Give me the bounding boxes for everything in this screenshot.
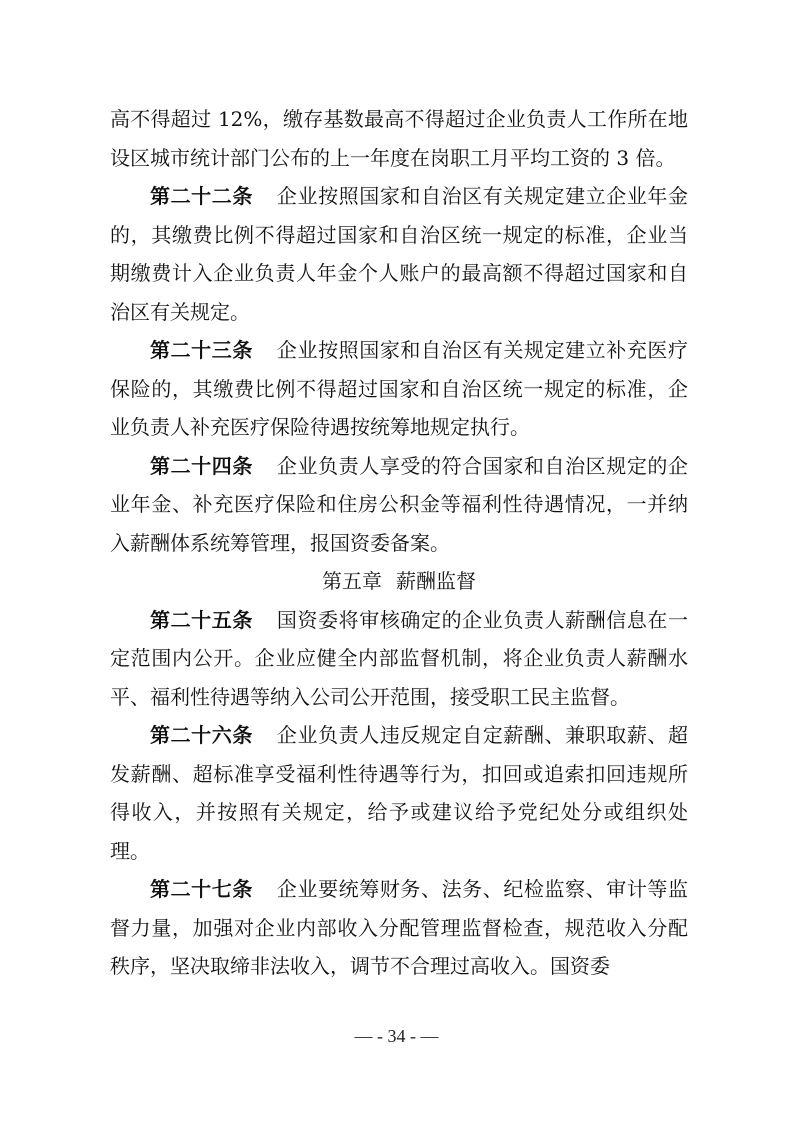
article-text: 企业负责人违反规定自定薪酬、兼职取薪、超发薪酬、超标准享受福利性待遇等行为，扣回或追索扣回违规所得收入，并按照有关规定，给予或建议给予党纪处分或组织处理。 [110, 723, 689, 863]
article-label: 第二十七条 [150, 877, 253, 901]
document-body [110, 100, 688, 986]
chapter-heading [110, 562, 688, 601]
article-label: 第二十二条 [150, 184, 253, 208]
article-label: 第二十三条 [150, 338, 253, 362]
article-text: 企业按照国家和自治区有关规定建立补充医疗保险的，其缴费比例不得超过国家和自治区统一规定的标准，企业负责人补充医疗保险待遇按统筹地规定执行。 [110, 338, 689, 439]
article-label: 第二十四条 [150, 453, 253, 478]
continuation-paragraph: 高不得超过 12%，缴存基数最高不得超过企业负责人工作所在地设区城市统计部门公布的上一年度在岗职工月平均工资的 3 倍。 [110, 107, 688, 170]
article-24 [110, 447, 688, 563]
article-25 [110, 601, 688, 717]
article-text: 企业负责人享受的符合国家和自治区规定的企业年金、补充医疗保险和住房公积金等福利性待遇情况，一并纳入薪酬体系统筹管理，报国资委备案。 [110, 453, 689, 555]
article-23 [110, 331, 688, 447]
chapter-title: 薪酬监督 [396, 569, 476, 593]
article-text: 企业要统筹财务、法务、纪检监察、审计等监督力量，加强对企业内部收入分配管理监督检查，规范收入分配秩序，坚决取缔非法收入，调节不合理过高收入。国资委 [110, 877, 689, 978]
article-26 [110, 716, 688, 870]
chapter-number: 第五章 [322, 569, 382, 593]
article-label: 第二十六条 [150, 723, 253, 747]
article-text: 国资委将审核确定的企业负责人薪酬信息在一定范围内公开。企业应健全内部监督机制，将企业负责人薪酬水平、福利性待遇等纳入公司公开范围，接受职工民主监督。 [110, 607, 689, 709]
article-22 [110, 177, 688, 331]
article-label: 第二十五条 [150, 607, 253, 632]
article-27 [110, 870, 688, 986]
page-number: — - 34 - — [354, 1026, 439, 1046]
article-text: 企业按照国家和自治区有关规定建立企业年金的，其缴费比例不得超过国家和自治区统一规定的标准，企业当期缴费计入企业负责人年金个人账户的最高额不得超过国家和自治区有关规定。 [110, 184, 689, 324]
